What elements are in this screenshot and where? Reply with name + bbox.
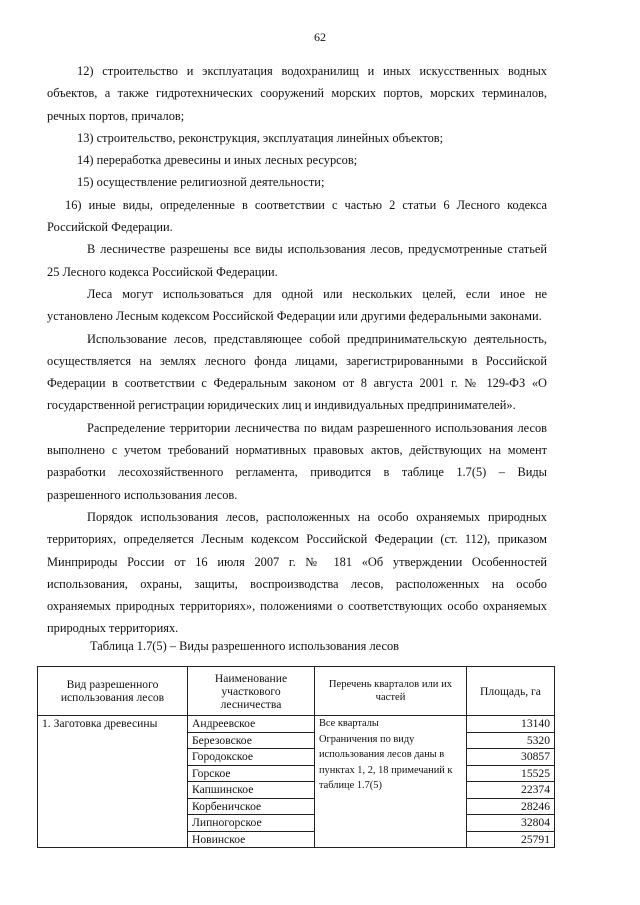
list-item-15: 15) осуществление религиозной деятельности; — [77, 175, 325, 190]
header-area: Площадь, га — [467, 667, 555, 716]
district-cell: Липногорское — [188, 815, 315, 832]
list-item-12: 12) строительство и эксплуатация водохранилищ и иных искусственных водных объектов, а также гидротехнических сооружений морских портов, морских терминалов, речных портов, причалов; — [47, 64, 547, 123]
table-row — [38, 716, 555, 733]
area-cell: 30857 — [467, 749, 555, 766]
paragraph-distribution: Распределение территории лесничества по видам разрешенного использования лесов выполнено с учетом требований нормативных правовых актов, действующих на момент разработки лесохозяйственного регламента, приводится в таблице 1.7(5) – Виды разрешенного использования лесов. — [47, 420, 547, 502]
district-cell: Городокское — [188, 749, 315, 766]
list-item-16: 16) иные виды, определенные в соответствии с частью 2 статьи 6 Лесного кодекса Российской Федерации. — [47, 197, 547, 235]
usage-type-cell: 1. Заготовка древесины — [38, 716, 188, 848]
quarters-note-cell — [315, 716, 467, 848]
list-item-13: 13) строительство, реконструкция, эксплуатация линейных объектов; — [77, 130, 444, 145]
body-text — [47, 60, 547, 640]
district-cell: Березовское — [188, 732, 315, 749]
table-header-row — [38, 667, 555, 716]
note-all-quarters: Все кварталы — [319, 718, 379, 729]
paragraph-multiple-purposes: Леса могут использоваться для одной или нескольких целей, если иное не установлено Лесным кодексом Российской Федерации или другими федеральными законами. — [47, 286, 547, 324]
note-restrictions: Ограничения по виду использования лесов даны в пунктах 1, 2, 18 примечаний к таблице 1.7(5) — [319, 733, 453, 791]
permitted-uses-table — [37, 666, 555, 848]
header-district: Наименование участкового лесничества — [188, 667, 315, 716]
area-cell: 28246 — [467, 798, 555, 815]
area-cell: 25791 — [467, 831, 555, 848]
page-number: 62 — [314, 30, 326, 44]
district-cell: Капшинское — [188, 782, 315, 799]
district-cell: Горское — [188, 765, 315, 782]
paragraph-entrepreneurial-use: Использование лесов, представляющее собой предпринимательскую деятельность, осуществляется на землях лесного фонда лицами, зарегистрированными в Российской Федерации в соответствии с Федеральным законом от 8 августа 2001 г. № 129-ФЗ «О государственной регистрации юридических лиц и индивидуальных предпринимателей». — [47, 331, 547, 413]
paragraph-permitted-uses: В лесничестве разрешены все виды использования лесов, предусмотренные статьей 25 Лесного кодекса Российской Федерации. — [47, 242, 547, 279]
area-cell: 22374 — [467, 782, 555, 799]
area-cell: 13140 — [467, 716, 555, 733]
header-usage-type: Вид разрешенного использования лесов — [38, 667, 188, 716]
area-cell: 32804 — [467, 815, 555, 832]
list-item-14: 14) переработка древесины и иных лесных ресурсов; — [77, 153, 358, 168]
area-cell: 5320 — [467, 732, 555, 749]
paragraph-protected-areas: Порядок использования лесов, расположенных на особо охраняемых природных территориях, определяется Лесным кодексом Российской Федерации (ст. 112), приказом Минприроды России от 16 июля 2007 г. № 181 «Об утверждении Особенностей использования, охраны, защиты, воспроизводства лесов, расположенных на особо охраняемых природных территориях», положениями о соответствующих особо охраняемых природных территориях. — [47, 509, 547, 636]
table-caption: Таблица 1.7(5) – Виды разрешенного использования лесов — [90, 639, 400, 653]
header-quarters: Перечень кварталов или их частей — [315, 667, 467, 716]
district-cell: Корбеничское — [188, 798, 315, 815]
district-cell: Андреевское — [188, 716, 315, 733]
area-cell: 15525 — [467, 765, 555, 782]
district-cell: Новинское — [188, 831, 315, 848]
